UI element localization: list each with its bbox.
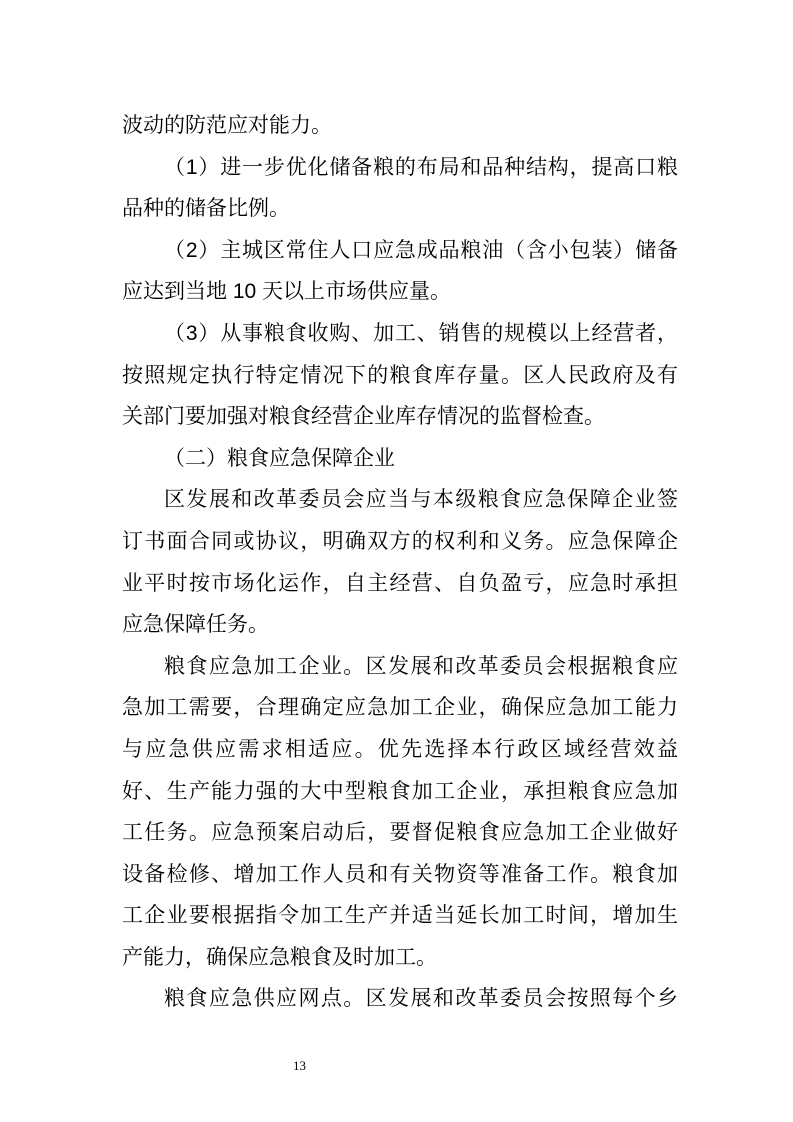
text-line: 与应急供应需求相适应。优先选择本行政区域经营效益 xyxy=(122,737,678,761)
text-line: 按照规定执行特定情况下的粮食库存量。区人民政府及有 xyxy=(122,363,678,387)
paragraph xyxy=(122,438,678,480)
text-line: 好、生产能力强的大中型粮食加工企业，承担粮食应急加 xyxy=(122,779,678,803)
paragraph xyxy=(122,479,678,645)
text-line: 区发展和改革委员会应当与本级粮食应急保障企业签 xyxy=(164,488,678,512)
text-line: 产能力，确保应急粮食及时加工。 xyxy=(122,945,437,969)
text-line: （3）从事粮食收购、加工、销售的规模以上经营者， xyxy=(164,321,678,345)
text-line: 设备检修、增加工作人员和有关物资等准备工作。粮食加 xyxy=(122,862,678,886)
paragraph xyxy=(122,230,678,313)
text-line: （二）粮食应急保障企业 xyxy=(164,446,395,470)
paragraph xyxy=(122,147,678,230)
text-line: 关部门要加强对粮食经营企业库存情况的监督检查。 xyxy=(122,405,605,429)
paragraph xyxy=(122,978,678,1020)
text-line: 急加工需要，合理确定应急加工企业，确保应急加工能力 xyxy=(122,696,678,720)
text-line: 粮食应急加工企业。区发展和改革委员会根据粮食应 xyxy=(164,654,678,678)
text-line: 业平时按市场化运作，自主经营、自负盈亏，应急时承担 xyxy=(122,571,678,595)
text-line: 应达到当地 10 天以上市场供应量。 xyxy=(122,280,452,304)
page-number: 13 xyxy=(293,1058,306,1073)
text-line: 波动的防范应对能力。 xyxy=(122,114,332,137)
text-line: （2）主城区常住人口应急成品粮油（含小包装）储备 xyxy=(164,238,678,262)
text-line: 订书面合同或协议，明确双方的权利和义务。应急保障企 xyxy=(122,529,678,553)
text-line: （1）进一步优化储备粮的布局和品种结构，提高口粮 xyxy=(164,155,678,179)
text-line: 工任务。应急预案启动后，要督促粮食应急加工企业做好 xyxy=(122,821,678,845)
text-line: 应急保障任务。 xyxy=(122,613,269,637)
text-line: 工企业要根据指令加工生产并适当延长加工时间，增加生 xyxy=(122,904,678,928)
paragraph xyxy=(122,105,678,147)
text-line: 粮食应急供应网点。区发展和改革委员会按照每个乡 xyxy=(164,987,678,1011)
text-line: 品种的储备比例。 xyxy=(122,197,290,221)
paragraph xyxy=(122,313,678,438)
document-body xyxy=(122,105,678,1020)
paragraph xyxy=(122,646,678,979)
